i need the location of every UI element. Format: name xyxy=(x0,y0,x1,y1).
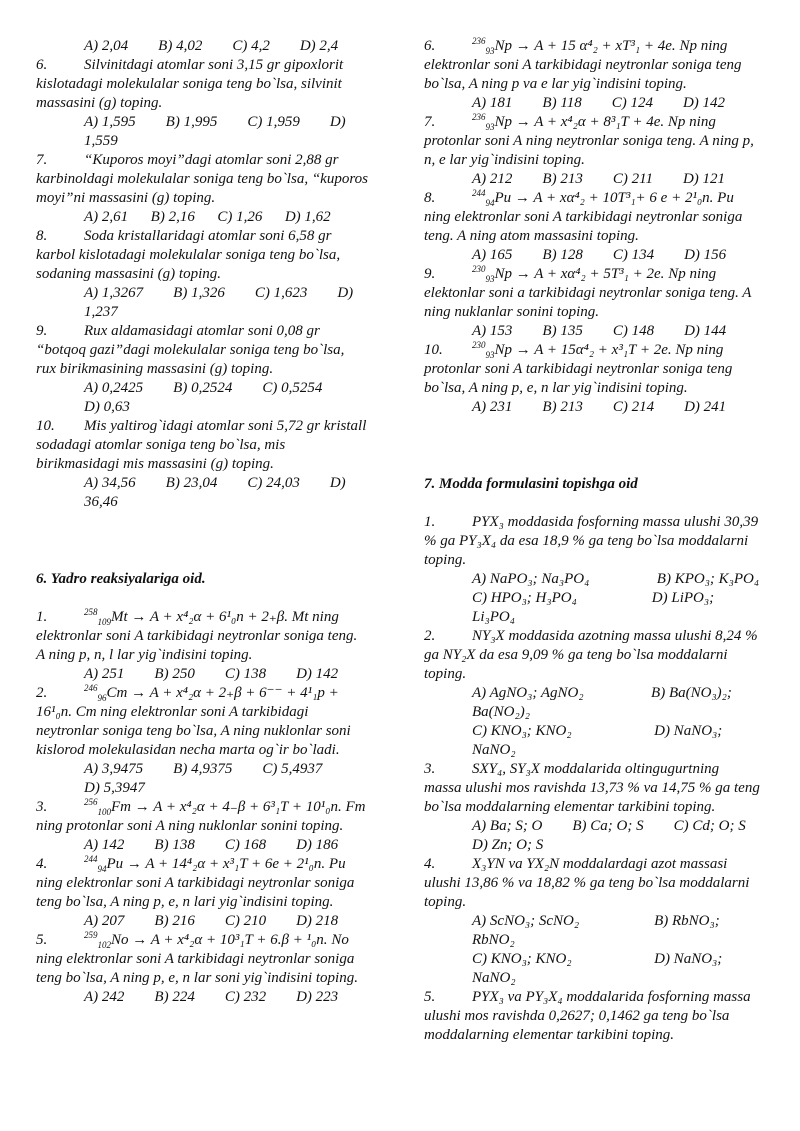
element-symbol: Np xyxy=(494,114,513,130)
answer-options: A) Ba; S; O B) Ca; O; S C) Cd; O; S D) Zn; O; S xyxy=(472,818,776,853)
question-number: 2. xyxy=(36,685,48,701)
question-text: “Kuporos moyi”dagi atomlar soni 2,88 gr karbinoldagi molekulalar soniga teng bo`lsa, “kuporos moyi”ni massasini (g) toping. xyxy=(36,152,368,206)
isotope xyxy=(472,190,511,206)
question-text: Np ning elektonlar soni a tarkibidagi neytronlar soniga teng. A ning nuklanlar sonini toping. xyxy=(424,266,752,320)
section-heading: 7. Modda formulasini topishga oid xyxy=(424,476,638,492)
atomic-number: 100 xyxy=(97,807,111,817)
question-number: 2. xyxy=(424,628,436,644)
element-symbol: Pu xyxy=(494,190,512,206)
element-symbol: Mt xyxy=(111,609,128,625)
question-number: 9. xyxy=(36,323,48,339)
atomic-number: 102 xyxy=(97,940,111,950)
question-number: 3. xyxy=(36,799,48,815)
question-text: No ning elektronlar soni A tarkibidagi neytronlar soniga teng bo`lsa, A ning p, e, n lar soni yig`indisini toping. xyxy=(36,932,358,986)
answer-options: A) 165 B) 128 C) 134 D) 156 xyxy=(472,247,727,263)
question-text: Pu ning elektronlar soni A tarkibidagi neytronlar soniga teng bo`lsa, A ning p, e, n lari yig`indisini toping. xyxy=(36,856,355,910)
question-text: Mt ning elektronlar soni A tarkibidagi neytronlar soniga teng. A ning p, n, l lar yig`indisini toping. xyxy=(36,609,358,663)
question-number: 5. xyxy=(424,989,436,1005)
mass-number: 230 xyxy=(472,264,486,274)
question-text: Pu ning elektronlar soni A tarkibidagi neytronlar soniga teng. A ning atom massasini toping. xyxy=(424,190,743,244)
answer-options: A) 2,61 B) 2,16 C) 1,26 D) 1,62 xyxy=(84,209,331,225)
answer-options: A) AgNO₃; AgNO₂ B) Ba(NO₃)₂; Ba(NO₂)₂ xyxy=(472,685,736,720)
element-symbol: Np xyxy=(494,38,513,54)
question-item xyxy=(36,417,368,474)
atomic-number: 93 xyxy=(485,122,495,132)
reaction-equation: → A + 15 α⁴₂ + xT³₁ + 4e. xyxy=(512,38,676,54)
question-item xyxy=(36,151,368,208)
question-number: 7. xyxy=(36,152,48,168)
reaction-equation: → A + x⁴₂α + 10³₁T + 6.β + ¹₀n. xyxy=(128,932,328,948)
isotope xyxy=(84,609,128,625)
reaction-equation: → A + x⁴₂α + 4₋β + 6³₁T + 10¹₀n. xyxy=(131,799,342,815)
question-item xyxy=(36,56,368,113)
question-number: 4. xyxy=(36,856,48,872)
reaction-equation: → A + x⁴₂α + 2₊β + 6⁻⁻ + 4¹₁p + 16¹₀n. xyxy=(36,685,339,720)
answer-options: A) 153 B) 135 C) 148 D) 144 xyxy=(472,323,727,339)
reaction-item xyxy=(424,37,760,94)
question-text: Cm ning elektronlar soni A tarkibidagi neytronlar soniga teng bo`lsa, A ning nuklonlar soni kislorod molekulasidan necha marta og`ir bo`ladi. xyxy=(36,704,351,758)
reaction-item xyxy=(424,189,760,246)
isotope xyxy=(472,342,512,358)
reaction-item xyxy=(36,798,368,836)
mass-number: 259 xyxy=(84,930,98,940)
atomic-number: 96 xyxy=(97,693,107,703)
answer-options: A) 212 B) 213 C) 211 D) 121 xyxy=(472,171,726,187)
answer-options: A) 142 B) 138 C) 168 D) 186 xyxy=(84,837,339,853)
section-heading: 6. Yadro reaksiyalariga oid. xyxy=(36,571,206,587)
answer-options: A) 251 B) 250 C) 138 D) 142 xyxy=(84,666,339,682)
question-item xyxy=(36,322,368,379)
mass-number: 244 xyxy=(84,854,98,864)
isotope xyxy=(472,38,512,54)
reaction-equation: → A + 14⁴₂α + x³₁T + 6e + 2¹₀n. xyxy=(123,856,326,872)
answer-options: C) KNO₃; KNO₂ D) NaNO₃; NaNO₂ xyxy=(472,723,726,758)
question-item xyxy=(424,855,760,912)
atomic-number: 93 xyxy=(485,274,495,284)
element-symbol: Cm xyxy=(106,685,128,701)
question-text: X₃YN va YX₂N moddalardagi azot massasi ulushi 13,86 % va 18,82 % ga teng bo`lsa moddalarni toping. xyxy=(424,856,750,910)
question-text: Silvinitdagi atomlar soni 3,15 gr gipoxlorit kislotadagi molekulalar soniga teng bo`lsa, silvinit massasini (g) toping. xyxy=(36,57,344,111)
isotope xyxy=(84,856,123,872)
question-text: Np ning elektronlar soni A tarkibidagi neytronlar soniga teng bo`lsa, A ning p va e lar yig`indisini toping. xyxy=(424,38,742,92)
reaction-item xyxy=(424,265,760,322)
question-text: Soda kristallaridagi atomlar soni 6,58 gr karbol kislotadagi molekulalar soniga teng bo`lsa, sodaning massasini (g) toping. xyxy=(36,228,341,282)
answer-options: C) KNO₃; KNO₂ D) NaNO₃; NaNO₂ xyxy=(472,951,726,986)
atomic-number: 93 xyxy=(485,350,495,360)
isotope xyxy=(84,799,131,815)
mass-number: 258 xyxy=(84,607,98,617)
atomic-number: 94 xyxy=(485,198,495,208)
question-number: 3. xyxy=(424,761,436,777)
reaction-item xyxy=(36,608,368,665)
question-number: 8. xyxy=(424,190,436,206)
reaction-equation: → A + 15α⁴₂ + x³₁T + 2e. xyxy=(512,342,672,358)
element-symbol: Pu xyxy=(106,856,124,872)
left-column xyxy=(36,37,368,1007)
element-symbol: No xyxy=(111,932,129,948)
element-symbol: Np xyxy=(494,342,513,358)
answer-options: A) NaPO₃; Na₃PO₄ B) KPO₃; K₃PO₄ xyxy=(472,571,760,587)
question-text: PYX₃ va PY₃X₄ moddalarida fosforning massa ulushi mos ravishda 0,2627; 0,1462 ga teng bo`lsa moddalarning elementar tarkibini toping. xyxy=(424,989,751,1043)
question-item xyxy=(424,988,760,1045)
question-item xyxy=(424,513,760,570)
question-number: 10. xyxy=(424,342,443,358)
question-number: 4. xyxy=(424,856,436,872)
question-text: Np ning protonlar soni A tarkibidagi neytronlar soniga teng bo`lsa, A ning p, e, n lar yig`indisini toping. xyxy=(424,342,733,396)
answer-options: A) 2,04 B) 4,02 C) 4,2 D) 2,4 xyxy=(84,38,339,54)
answer-options: A) ScNO₃; ScNO₂ B) RbNO₃; RbNO₂ xyxy=(472,913,724,948)
answer-options: A) 231 B) 213 C) 214 D) 241 xyxy=(472,399,727,415)
reaction-item xyxy=(36,931,368,988)
reaction-item xyxy=(424,341,760,398)
reaction-item xyxy=(36,684,368,760)
answer-options: A) 242 B) 224 C) 232 D) 223 xyxy=(84,989,339,1005)
question-number: 9. xyxy=(424,266,436,282)
element-symbol: Fm xyxy=(111,799,131,815)
question-text: SXY₄, SY₃X moddalarida oltingugurtning massa ulushi mos ravishda 13,73 % va 14,75 % ga teng bo`lsa moddalarning elementar tarkibini toping. xyxy=(424,761,760,815)
reaction-equation: → A + x⁴₂α + 6¹₀n + 2₊β. xyxy=(127,609,288,625)
question-number: 7. xyxy=(424,114,436,130)
isotope xyxy=(84,932,129,948)
reaction-equation: → A + xα⁴₂ + 5T³₁ + 2e. xyxy=(512,266,665,282)
right-column xyxy=(424,36,776,1045)
mass-number: 246 xyxy=(84,683,98,693)
question-number: 6. xyxy=(424,38,436,54)
mass-number: 256 xyxy=(84,797,98,807)
answer-options: C) HPO₃; H₃PO₄ D) LiPO₃; Li₃PO₄ xyxy=(472,590,718,625)
reaction-equation: → A + x⁴₂α + 8³₁T + 4e. xyxy=(512,114,665,130)
atomic-number: 93 xyxy=(485,46,495,56)
isotope xyxy=(472,114,512,130)
question-text: Fm ning protonlar soni A ning nuklonlar sonini toping. xyxy=(36,799,366,834)
question-number: 8. xyxy=(36,228,48,244)
answer-options: A) 181 B) 118 C) 124 D) 142 xyxy=(472,95,726,111)
mass-number: 236 xyxy=(472,112,486,122)
question-item xyxy=(36,227,368,284)
question-number: 5. xyxy=(36,932,48,948)
question-item xyxy=(424,627,760,684)
element-symbol: Np xyxy=(494,266,513,282)
mass-number: 230 xyxy=(472,340,486,350)
mass-number: 244 xyxy=(472,188,486,198)
question-number: 6. xyxy=(36,57,48,73)
answer-options: A) 1,595 B) 1,995 C) 1,959 D) 1,559 xyxy=(84,114,350,149)
question-text: Np ning protonlar soni A ning neytronlar soniga teng. A ning p, n, e lar yig`indisini toping. xyxy=(424,114,754,168)
answer-options: A) 0,2425 B) 0,2524 C) 0,5254 D) 0,63 xyxy=(84,380,353,415)
question-text: NY₃X moddasida azotning massa ulushi 8,24 % ga NY₂X da esa 9,09 % ga teng bo`lsa moddalarni toping. xyxy=(424,628,758,682)
atomic-number: 94 xyxy=(97,864,107,874)
answer-options: A) 1,3267 B) 1,326 C) 1,623 D) 1,237 xyxy=(84,285,357,320)
question-text: PYX₃ moddasida fosforning massa ulushi 30,39 % ga PY₃X₄ da esa 18,9 % ga teng bo`lsa moddalarni toping. xyxy=(424,514,759,568)
atomic-number: 109 xyxy=(97,617,111,627)
question-text: Mis yaltirog`idagi atomlar soni 5,72 gr kristall sodadagi atomlar soniga teng bo`lsa, mis birikmasidagi mis massasini (g) toping. xyxy=(36,418,367,472)
answer-options: A) 207 B) 216 C) 210 D) 218 xyxy=(84,913,339,929)
reaction-item xyxy=(424,113,760,170)
reaction-item xyxy=(36,855,368,912)
question-text: Rux aldamasidagi atomlar soni 0,08 gr “botqoq gazi”dagi molekulalar soniga teng bo`lsa, rux birikmasining massasini (g) toping. xyxy=(36,323,345,377)
answer-options: A) 34,56 B) 23,04 C) 24,03 D) 36,46 xyxy=(84,475,350,510)
question-number: 1. xyxy=(424,514,436,530)
question-item xyxy=(424,760,760,817)
question-number: 10. xyxy=(36,418,55,434)
reaction-equation: → A + xα⁴₂ + 10T³₁+ 6 e + 2¹₀n. xyxy=(511,190,714,206)
answer-options: A) 3,9475 B) 4,9375 C) 5,4937 D) 5,3947 xyxy=(84,761,353,796)
isotope xyxy=(472,266,512,282)
mass-number: 236 xyxy=(472,36,486,46)
isotope xyxy=(84,685,127,701)
question-number: 1. xyxy=(36,609,48,625)
